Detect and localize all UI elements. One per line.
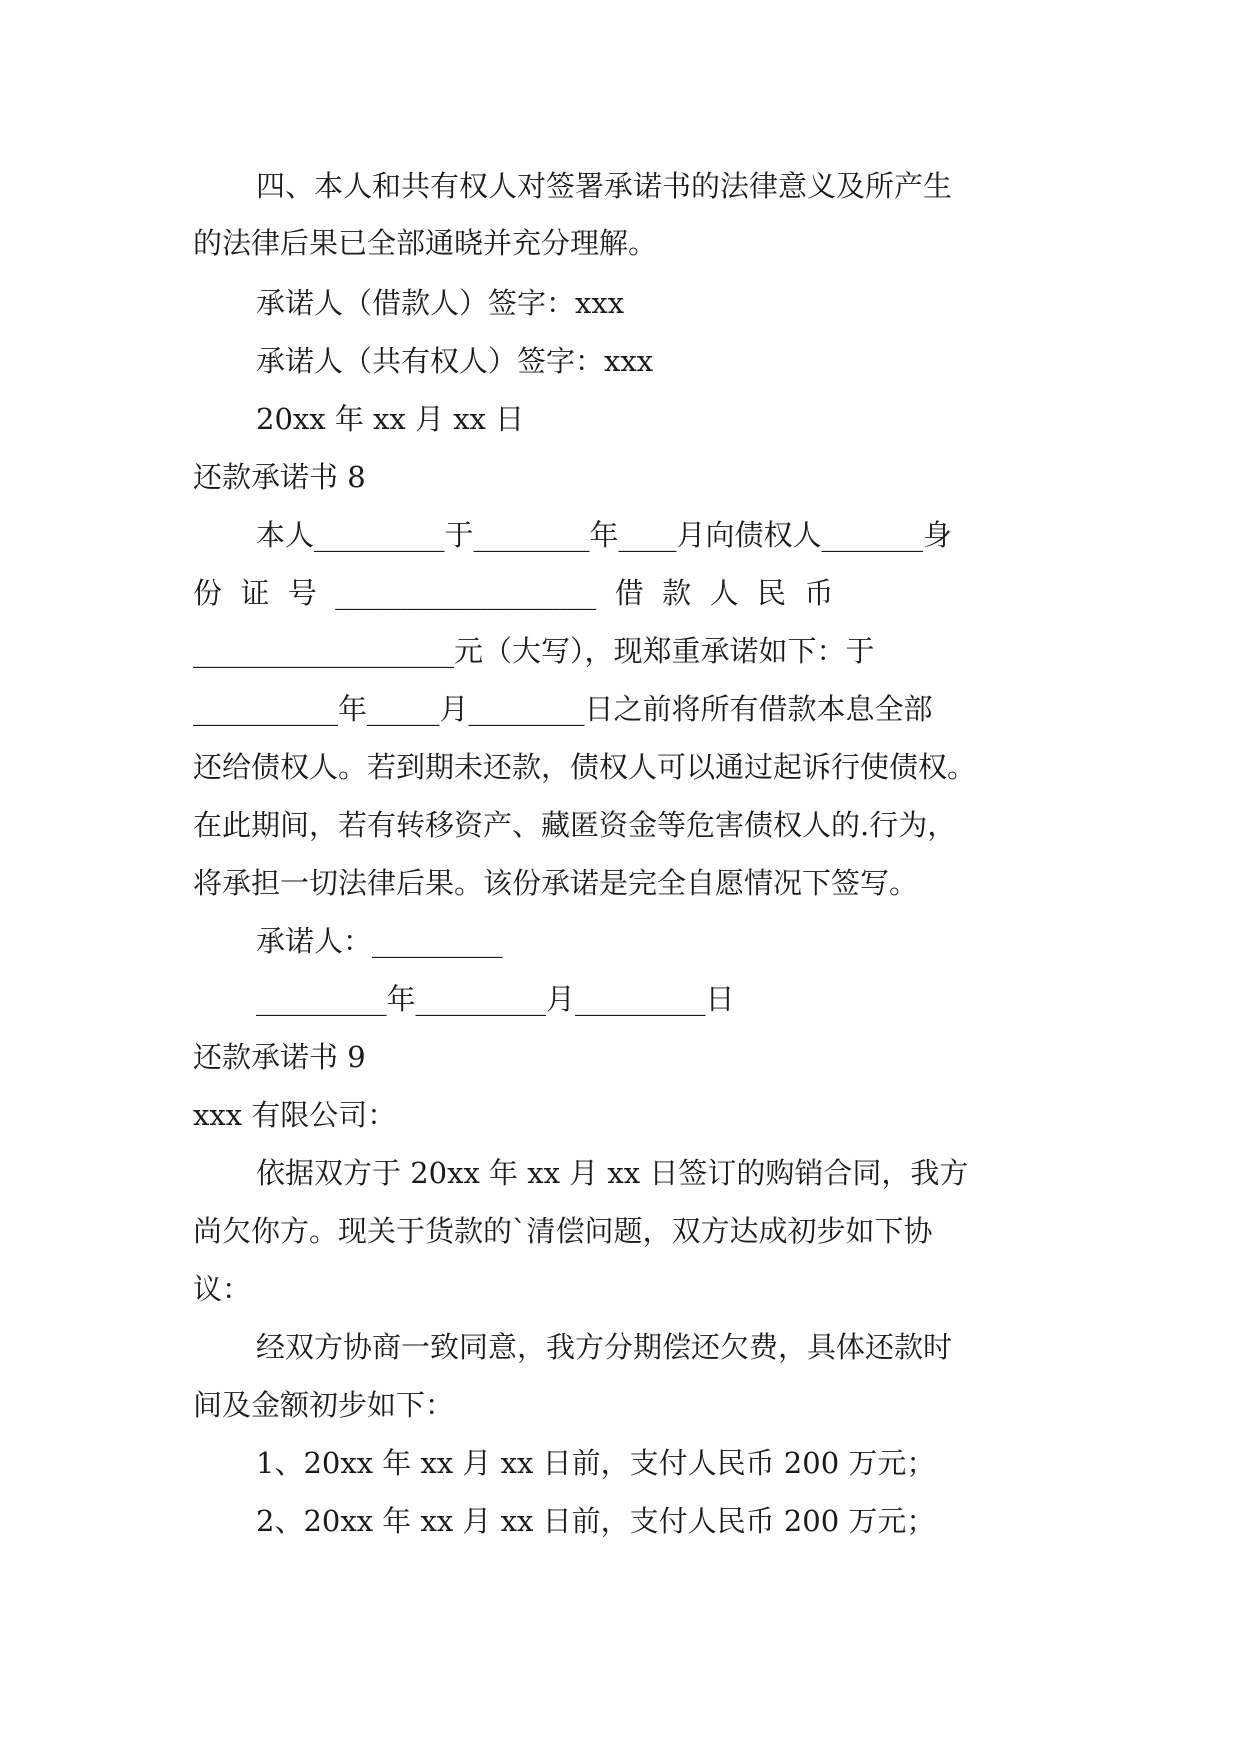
paragraph-line: 经双方协商一致同意，我方分期偿还欠费，具体还款时 (256, 1330, 953, 1364)
paragraph-line: 依据双方于 20xx 年 xx 月 xx 日签订的购销合同，我方 (256, 1156, 969, 1190)
signature-line: 承诺人（共有权人）签字：xxx (256, 344, 654, 378)
paragraph-line: 的法律后果已全部通晓并充分理解。 (193, 226, 658, 260)
date-line: 20xx 年 xx 月 xx 日 (256, 402, 525, 436)
paragraph-line: 四、本人和共有权人对签署承诺书的法律意义及所产生 (256, 169, 953, 203)
list-item: 1、20xx 年 xx 月 xx 日前，支付人民币 200 万元； (256, 1446, 936, 1480)
paragraph-line: 本人_________于________年____月向债权人_______身 (256, 518, 953, 552)
paragraph-line: 尚欠你方。现关于货款的`清偿问题，双方达成初步如下协 (193, 1214, 933, 1248)
section-heading: 还款承诺书 9 (193, 1040, 366, 1074)
paragraph-line: 在此期间，若有转移资产、藏匿资金等危害债权人的.行为， (193, 808, 957, 842)
paragraph-line: __________________元（大写），现郑重承诺如下：于 (193, 634, 875, 668)
paragraph-line: 还给债权人。若到期未还款，债权人可以通过起诉行使债权。 (193, 750, 977, 784)
date-line: _________年_________月_________日 (256, 982, 735, 1016)
signature-line: 承诺人（借款人）签字：xxx (256, 286, 625, 320)
paragraph-line: 将承担一切法律后果。该份承诺是完全自愿情况下签写。 (193, 866, 919, 900)
paragraph-line: 份 证 号 __________________ 借 款 人 民 币 (193, 576, 834, 610)
paragraph-line: __________年_____月________日之前将所有借款本息全部 (193, 692, 933, 726)
paragraph-line: 议： (193, 1272, 252, 1306)
list-item: 2、20xx 年 xx 月 xx 日前，支付人民币 200 万元； (256, 1504, 936, 1538)
section-heading: 还款承诺书 8 (193, 460, 366, 494)
paragraph-line: 间及金额初步如下： (193, 1388, 455, 1422)
addressee-line: xxx 有限公司： (193, 1098, 397, 1132)
signature-line: 承诺人：_________ (256, 924, 503, 958)
